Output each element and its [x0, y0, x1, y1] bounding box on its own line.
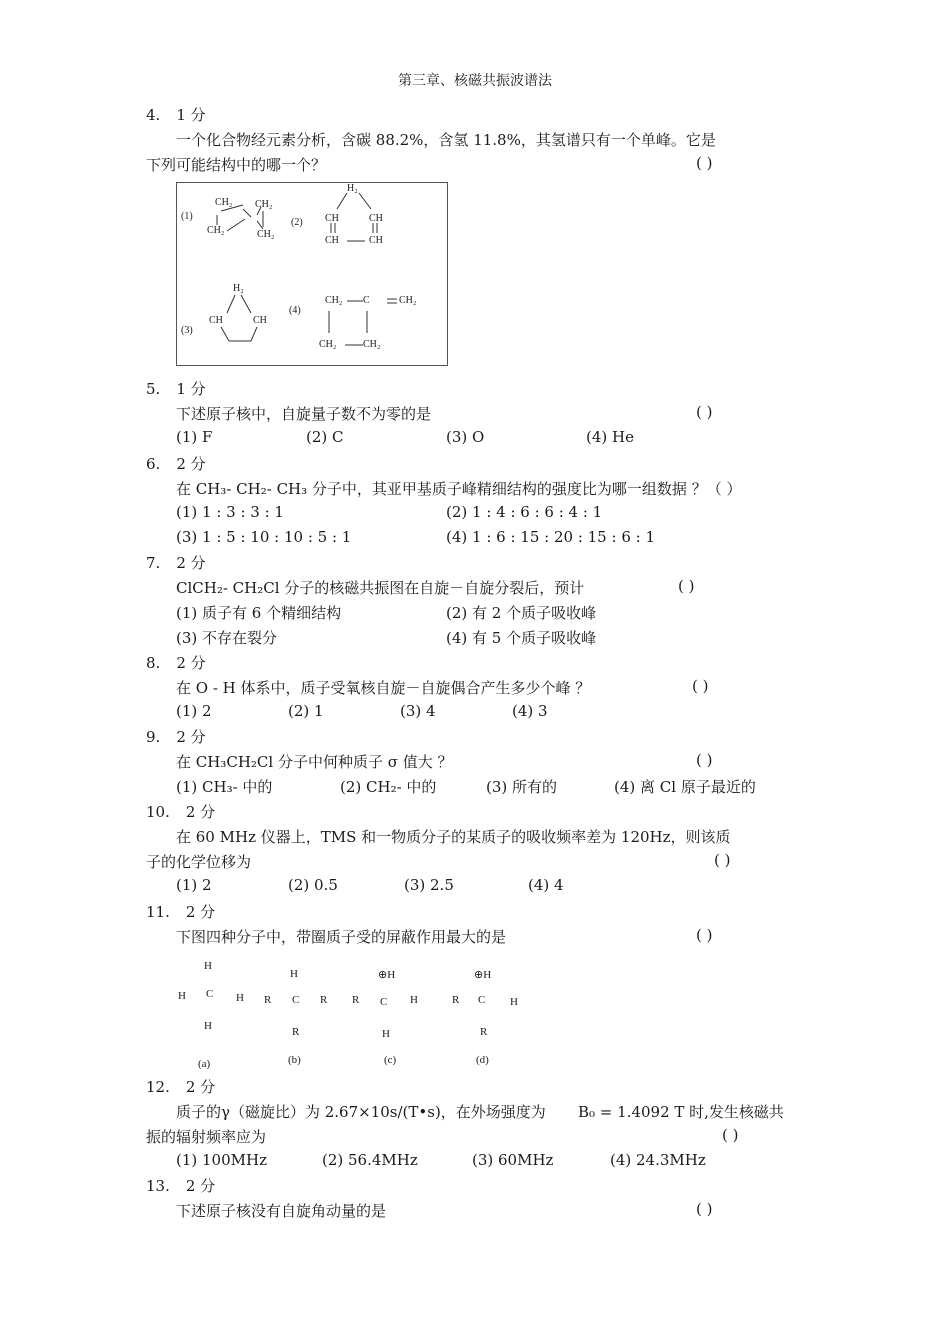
option-3[interactable]: (3) 60MHz: [472, 1151, 554, 1169]
option-1[interactable]: (1) 2: [176, 702, 212, 720]
label-c: (c): [384, 1054, 397, 1066]
option-3[interactable]: (3) O: [446, 428, 485, 446]
bond: [227, 219, 245, 231]
question-11-header: [146, 901, 215, 922]
question-9-stem: 在 CH₃CH₂Cl 分子中何种质子 σ 值大 ？: [176, 753, 453, 771]
label-3: (3): [181, 325, 193, 336]
option-2[interactable]: (2) 1 : 4 : 6 : 6 : 4 : 1: [446, 503, 603, 521]
group-ch2: CH₂: [325, 295, 343, 306]
question-score: 2 分: [176, 554, 206, 572]
option-1[interactable]: (1) 100MHz: [176, 1151, 267, 1169]
option-3[interactable]: (3) 1 : 5 : 10 : 10 : 5 : 1: [176, 528, 352, 546]
answer-blank[interactable]: ( ): [696, 1200, 713, 1218]
question-13-stem: 下述原子核没有自旋角动量的是: [176, 1202, 387, 1220]
question-12-header: [146, 1076, 215, 1097]
atom-r: R: [480, 1026, 488, 1038]
group-ch: CH: [209, 315, 223, 326]
option-1[interactable]: (1) F: [176, 428, 213, 446]
circled-proton: ⊕H: [474, 969, 492, 981]
question-12-stem-line1a: 质子的γ（磁旋比）为 2.67×10s/(T•s)，在外场强度为: [176, 1103, 546, 1121]
question-5-stem: 下述原子核中，自旋量子数不为零的是: [176, 405, 432, 423]
atom-h: H: [510, 996, 518, 1008]
answer-blank[interactable]: ( ): [678, 577, 695, 595]
atom-h: H: [382, 1028, 390, 1040]
group-ch2: CH₂: [215, 197, 233, 208]
option-3[interactable]: (3) 4: [400, 702, 436, 720]
group-c: C: [363, 295, 370, 306]
question-number: 10.: [146, 803, 170, 821]
answer-blank[interactable]: ( ): [696, 154, 713, 172]
answer-blank[interactable]: ( ): [696, 926, 713, 944]
question-8-stem: 在 O - H 体系中，质子受氧核自旋－自旋偶合产生多少个峰 ？: [176, 679, 591, 697]
option-2[interactable]: (2) 有 2 个质子吸收峰: [446, 604, 597, 622]
question-number: 5.: [146, 380, 161, 398]
bond: [359, 193, 371, 209]
group-ch: CH: [325, 235, 339, 246]
question-11-stem: 下图四种分子中，带圈质子受的屏蔽作用最大的是: [176, 928, 507, 946]
group-ch2: CH₂: [207, 225, 225, 236]
question-8-header: [146, 652, 206, 673]
question-score: 2 分: [185, 903, 216, 921]
option-2[interactable]: (2) C: [306, 428, 344, 446]
option-2[interactable]: (2) 0.5: [288, 876, 338, 894]
group-ch2: CH₂: [399, 295, 417, 306]
group-ch: CH: [253, 315, 267, 326]
question-number: 8.: [146, 654, 161, 672]
question-12-stem-line2: 振的辐射频率应为: [146, 1128, 267, 1146]
question-number: 13.: [146, 1177, 170, 1195]
group-h2: H₂: [233, 283, 244, 294]
option-4[interactable]: (4) 24.3MHz: [610, 1151, 706, 1169]
atom-c: C: [292, 994, 300, 1006]
bond: [243, 209, 251, 217]
question-13-header: [146, 1175, 215, 1196]
atom-h: H: [204, 1020, 212, 1032]
option-1[interactable]: (1) 2: [176, 876, 212, 894]
answer-blank[interactable]: ( ): [692, 677, 709, 695]
question-6-stem: 在 CH₃- CH₂- CH₃ 分子中，其亚甲基质子峰精细结构的强度比为哪一组数据 ？（ ）: [176, 480, 742, 498]
question-12-stem-line1b: B₀ = 1.4092 T 时,发生核磁共: [578, 1103, 784, 1121]
group-ch: CH: [369, 235, 383, 246]
question-score: 2 分: [185, 1177, 216, 1195]
option-4[interactable]: (4) 1 : 6 : 15 : 20 : 15 : 6 : 1: [446, 528, 655, 546]
option-1[interactable]: (1) CH₃- 中的: [176, 778, 273, 796]
bond: [221, 327, 229, 341]
question-4-stem-line2: 下列可能结构中的哪一个？: [146, 156, 327, 174]
atom-h: H: [236, 992, 244, 1004]
bond: [337, 193, 347, 209]
question-4-stem-line1: 一个化合物经元素分析，含碳 88.2%，含氢 11.8%，其氢谱只有一个单峰。它是: [176, 131, 716, 149]
question-score: 2 分: [185, 1078, 216, 1096]
atom-h: H: [410, 994, 418, 1006]
bond: [241, 295, 251, 313]
group-ch: CH: [325, 213, 339, 224]
option-2[interactable]: (2) CH₂- 中的: [340, 778, 437, 796]
atom-h: H: [204, 960, 212, 972]
group-h2: H₂: [347, 183, 358, 194]
option-4[interactable]: (4) He: [586, 428, 634, 446]
label-1: (1): [181, 211, 193, 222]
option-1[interactable]: (1) 1 : 3 : 3 : 1: [176, 503, 284, 521]
question-number: 9.: [146, 728, 161, 746]
question-number: 11.: [146, 903, 170, 921]
structure-drawings: [177, 183, 447, 365]
question-score: 2 分: [176, 455, 206, 473]
atom-r: R: [292, 1026, 300, 1038]
option-4[interactable]: (4) 离 Cl 原子最近的: [614, 778, 756, 796]
question-score: 2 分: [176, 654, 206, 672]
question-score: 2 分: [185, 803, 216, 821]
group-ch: CH: [369, 213, 383, 224]
bond: [227, 295, 235, 313]
question-score: 1 分: [176, 106, 206, 124]
option-2[interactable]: (2) 1: [288, 702, 324, 720]
option-1[interactable]: (1) 质子有 6 个精细结构: [176, 604, 342, 622]
question-7-stem: ClCH₂- CH₂Cl 分子的核磁共振图在自旋－自旋分裂后，预计: [176, 579, 585, 597]
group-ch2: CH₂: [363, 339, 381, 350]
atom-c: C: [478, 994, 486, 1006]
atom-h: H: [290, 968, 298, 980]
label-4: (4): [289, 305, 301, 316]
question-number: 7.: [146, 554, 161, 572]
atom-r: R: [452, 994, 460, 1006]
group-ch2: CH₂: [255, 199, 273, 210]
question-10-header: [146, 801, 215, 822]
answer-blank[interactable]: ( ): [714, 851, 731, 869]
bond: [257, 221, 263, 229]
label-2: (2): [291, 217, 303, 228]
atom-r: R: [352, 994, 360, 1006]
label-a: (a): [198, 1058, 211, 1070]
question-score: 2 分: [176, 728, 206, 746]
answer-blank[interactable]: ( ): [722, 1126, 739, 1144]
question-10-stem-line1: 在 60 MHz 仪器上，TMS 和一物质分子的某质子的吸收频率差为 120Hz，则该质: [176, 828, 731, 846]
atom-r: R: [320, 994, 328, 1006]
answer-blank[interactable]: ( ): [696, 403, 713, 421]
question-6-header: [146, 453, 206, 474]
atom-c: C: [380, 996, 388, 1008]
structure-figure: [176, 182, 448, 366]
answer-blank[interactable]: ( ): [696, 751, 713, 769]
circled-proton: ⊕H: [378, 969, 396, 981]
option-3[interactable]: (3) 2.5: [404, 876, 454, 894]
atom-c: C: [206, 988, 214, 1000]
option-4[interactable]: (4) 有 5 个质子吸收峰: [446, 629, 597, 647]
question-9-header: [146, 726, 206, 747]
question-number: 6.: [146, 455, 161, 473]
option-3[interactable]: (3) 不存在裂分: [176, 629, 278, 647]
atom-r: R: [264, 994, 272, 1006]
question-score: 1 分: [176, 380, 206, 398]
question-4-header: [146, 104, 206, 125]
question-10-stem-line2: 子的化学位移为: [146, 853, 252, 871]
question-7-header: [146, 552, 206, 573]
group-ch2: CH₂: [257, 229, 275, 240]
label-b: (b): [288, 1054, 301, 1066]
option-4[interactable]: (4) 3: [512, 702, 548, 720]
atom-h: H: [178, 990, 186, 1002]
label-d: (d): [476, 1054, 489, 1066]
option-4[interactable]: (4) 4: [528, 876, 564, 894]
group-ch2: CH₂: [319, 339, 337, 350]
page-title: 第三章、核磁共振波谱法: [398, 73, 552, 89]
question-number: 4.: [146, 106, 161, 124]
bond: [251, 327, 257, 341]
question-number: 12.: [146, 1078, 170, 1096]
question-5-header: [146, 378, 206, 399]
option-3[interactable]: (3) 所有的: [486, 778, 558, 796]
option-2[interactable]: (2) 56.4MHz: [322, 1151, 418, 1169]
